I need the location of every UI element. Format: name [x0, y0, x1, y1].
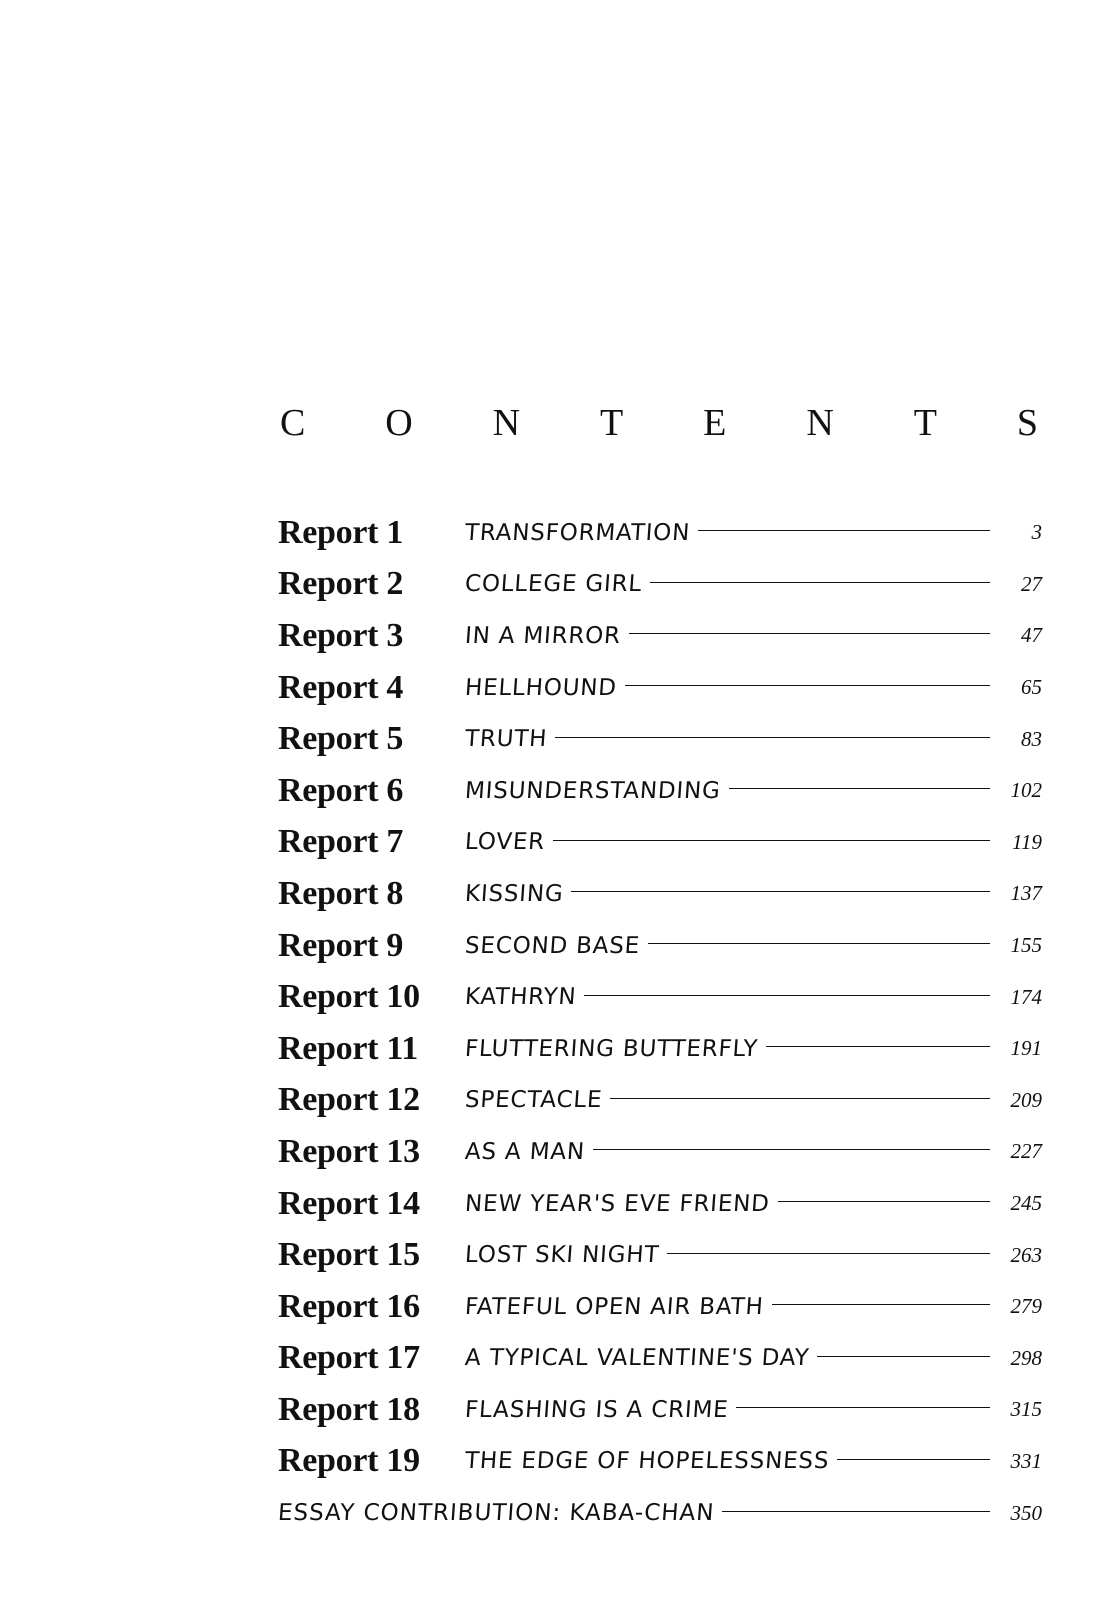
- toc-entry: [278, 713, 1042, 765]
- report-number: Report 12: [278, 1081, 420, 1119]
- toc-entry: [278, 1333, 1042, 1385]
- leader-line: [571, 891, 990, 892]
- toc-entry: [278, 507, 1042, 559]
- chapter-title: HELLHOUND: [464, 674, 618, 701]
- leader-line: [629, 633, 990, 634]
- chapter-title: NEW YEAR'S EVE FRIEND: [464, 1190, 771, 1217]
- report-number: Report 16: [278, 1287, 420, 1325]
- page-number: 227: [1010, 1139, 1042, 1164]
- leader-line: [729, 788, 990, 789]
- report-number: Report 8: [278, 874, 404, 912]
- chapter-title: MISUNDERSTANDING: [464, 777, 722, 804]
- table-of-contents: [278, 507, 1042, 1539]
- chapter-title: LOVER: [464, 829, 546, 856]
- page-number: 119: [1012, 829, 1042, 854]
- chapter-title: COLLEGE GIRL: [464, 571, 643, 598]
- toc-entry: [278, 971, 1042, 1023]
- report-number: Report 14: [278, 1184, 420, 1222]
- page-number: 263: [1010, 1242, 1042, 1267]
- toc-entry: [278, 1126, 1042, 1178]
- chapter-title: THE EDGE OF HOPELESSNESS: [464, 1448, 831, 1475]
- toc-entry: [278, 765, 1042, 817]
- page-number: 298: [1010, 1345, 1042, 1370]
- page-number: 137: [1010, 881, 1042, 906]
- page-number: 27: [1021, 571, 1042, 596]
- toc-entry: [278, 610, 1042, 662]
- report-number: Report 11: [278, 1029, 418, 1067]
- chapter-title: TRUTH: [464, 726, 549, 753]
- page-number: 155: [1010, 933, 1042, 958]
- leader-line: [817, 1356, 990, 1357]
- chapter-title: A TYPICAL VALENTINE'S DAY: [464, 1345, 811, 1372]
- essay-entry: [278, 1487, 1042, 1539]
- chapter-title: AS A MAN: [464, 1138, 586, 1165]
- leader-line: [837, 1459, 990, 1460]
- heading-letter: T: [600, 402, 624, 444]
- chapter-title: FATEFUL OPEN AIR BATH: [464, 1293, 765, 1320]
- leader-line: [555, 737, 990, 738]
- page-number: 83: [1021, 726, 1042, 751]
- page-number: 47: [1021, 623, 1042, 648]
- heading-letter: N: [806, 402, 834, 444]
- page-number: 279: [1010, 1294, 1042, 1319]
- chapter-title: LOST SKI NIGHT: [464, 1242, 661, 1269]
- toc-entry: [278, 868, 1042, 920]
- chapter-title: KATHRYN: [464, 984, 578, 1011]
- toc-entry: [278, 1075, 1042, 1127]
- report-number: Report 19: [278, 1442, 420, 1480]
- toc-entry: [278, 1281, 1042, 1333]
- chapter-title: SECOND BASE: [464, 932, 641, 959]
- report-number: Report 2: [278, 565, 404, 603]
- leader-line: [736, 1407, 990, 1408]
- page-number: 245: [1010, 1191, 1042, 1216]
- report-number: Report 9: [278, 926, 404, 964]
- toc-entry: [278, 1229, 1042, 1281]
- page-number: 174: [1010, 984, 1042, 1009]
- chapter-title: SPECTACLE: [464, 1087, 604, 1114]
- report-number: Report 3: [278, 616, 404, 654]
- report-number: Report 7: [278, 823, 404, 861]
- leader-line: [625, 685, 990, 686]
- toc-entry: [278, 817, 1042, 869]
- chapter-title: FLUTTERING BUTTERFLY: [464, 1035, 759, 1062]
- chapter-title: IN A MIRROR: [464, 622, 622, 649]
- toc-entry: [278, 1436, 1042, 1488]
- report-number: Report 1: [278, 513, 404, 551]
- report-number: Report 18: [278, 1390, 420, 1428]
- leader-line: [772, 1304, 990, 1305]
- leader-line: [553, 840, 990, 841]
- page-number: 350: [1010, 1500, 1042, 1525]
- chapter-title: FLASHING IS A CRIME: [464, 1396, 730, 1423]
- heading-letter: E: [703, 402, 727, 444]
- leader-line: [766, 1046, 990, 1047]
- toc-entry: [278, 920, 1042, 972]
- heading-letter: O: [385, 402, 413, 444]
- page-number: 3: [1031, 520, 1042, 545]
- toc-entry: [278, 1384, 1042, 1436]
- report-number: Report 17: [278, 1339, 420, 1377]
- leader-line: [584, 995, 990, 996]
- contents-heading: [280, 404, 1038, 442]
- report-number: Report 15: [278, 1236, 420, 1274]
- report-number: Report 10: [278, 978, 420, 1016]
- heading-letter: T: [913, 402, 937, 444]
- page-number: 315: [1010, 1397, 1042, 1422]
- toc-entry: [278, 662, 1042, 714]
- heading-letter: S: [1016, 402, 1038, 444]
- leader-line: [722, 1511, 990, 1512]
- report-number: Report 13: [278, 1132, 420, 1170]
- leader-line: [648, 943, 990, 944]
- heading-letter: C: [280, 402, 306, 444]
- chapter-title: TRANSFORMATION: [464, 519, 692, 546]
- leader-line: [650, 582, 990, 583]
- chapter-title: KISSING: [464, 880, 565, 907]
- heading-letter: N: [492, 402, 521, 444]
- page-number: 65: [1021, 675, 1042, 700]
- page-number: 331: [1010, 1448, 1042, 1473]
- leader-line: [610, 1098, 990, 1099]
- leader-line: [593, 1149, 990, 1150]
- report-number: Report 4: [278, 668, 404, 706]
- essay-title: ESSAY CONTRIBUTION: KABA-CHAN: [277, 1500, 716, 1527]
- report-number: Report 5: [278, 720, 404, 758]
- page-number: 102: [1010, 778, 1042, 803]
- toc-entry: [278, 1178, 1042, 1230]
- report-number: Report 6: [278, 771, 404, 809]
- toc-entry: [278, 559, 1042, 611]
- leader-line: [667, 1253, 990, 1254]
- page-number: 191: [1010, 1036, 1042, 1061]
- leader-line: [778, 1201, 990, 1202]
- page-number: 209: [1010, 1087, 1042, 1112]
- leader-line: [698, 530, 990, 531]
- toc-entry: [278, 1023, 1042, 1075]
